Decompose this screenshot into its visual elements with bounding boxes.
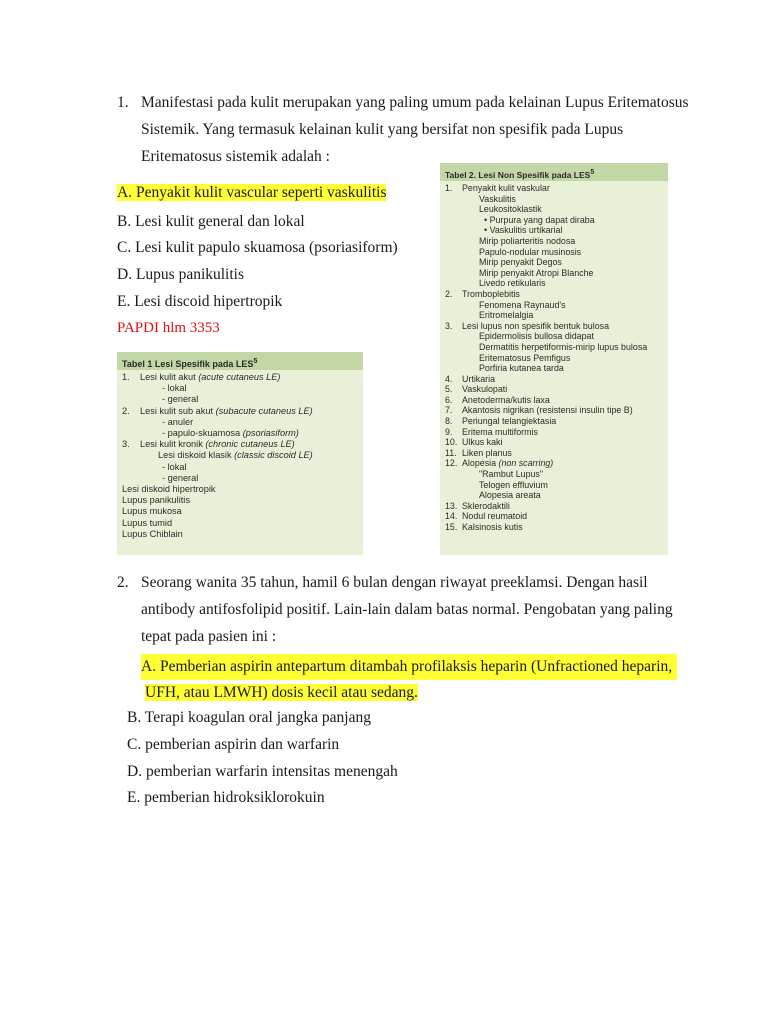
row-label: Eritematosus Pemfigus: [479, 352, 571, 363]
table-1-body: [117, 370, 363, 540]
row-label: Eritromelalgia: [479, 310, 534, 321]
row-emphasis: (acute cutaneus LE): [198, 372, 281, 382]
q1-stem-line: Manifestasi pada kulit merupakan yang paling umum pada kelainan Lupus Eritematosus: [141, 94, 689, 111]
table-row: [445, 194, 663, 205]
row-label: Kalsinosis kutis: [462, 522, 523, 532]
row-text: [140, 473, 198, 484]
row-text: [140, 406, 313, 417]
row-emphasis: (classic discoid LE): [234, 450, 313, 461]
row-number: 5.: [445, 384, 453, 395]
row-label: Lupus panikulitis: [122, 495, 190, 506]
table-row: [122, 406, 358, 417]
row-number: 3.: [445, 320, 453, 331]
row-text: [462, 448, 512, 459]
row-text: [462, 331, 594, 342]
row-label: Lesi diskoid hipertropik: [122, 484, 216, 495]
row-text: [122, 484, 215, 495]
row-label: - lokal: [162, 461, 187, 472]
q2-option-c: C. pemberian aspirin dan warfarin: [127, 736, 340, 753]
row-label: Anetoderma/kutis laxa: [462, 394, 550, 405]
table-2-title: [440, 163, 668, 181]
row-label: Lesi kulit sub akut: [140, 405, 214, 416]
row-text: [140, 450, 313, 461]
row-number: [445, 225, 462, 236]
q2-number: 2.: [117, 574, 129, 591]
table-row: [122, 439, 358, 450]
row-text: [122, 529, 183, 540]
row-number: 4.: [445, 373, 453, 384]
table-row: [445, 511, 663, 522]
table-row: [445, 268, 663, 279]
table-row: [122, 484, 358, 495]
table-row: [445, 448, 663, 459]
row-emphasis: (chronic cutaneus LE): [205, 439, 295, 450]
row-label: - papulo-skuamosa: [162, 428, 241, 439]
table-row: [445, 490, 663, 501]
row-label: Lesi kulit kronik: [140, 439, 203, 450]
table-row: [122, 450, 358, 461]
row-text: [462, 342, 647, 353]
table-row: [445, 331, 663, 342]
table-row: [445, 247, 663, 258]
table-2-non-specific-lesions: [440, 163, 668, 555]
table-row: [122, 473, 358, 484]
row-text: [462, 247, 581, 258]
row-text: [140, 383, 187, 394]
row-number: 1.: [122, 372, 130, 382]
row-label: Vaskulopati: [462, 384, 508, 395]
table-1-title-text: Tabel 1 Lesi Spesifik pada LES: [122, 359, 254, 369]
row-number: [122, 462, 140, 473]
q1-stem-line: Sistemik. Yang termasuk kelainan kulit yang bersifat non spesifik pada Lupus: [141, 121, 624, 138]
row-label: Periungal telangiektasia: [462, 416, 557, 427]
table-row: [445, 522, 663, 533]
table-row: [445, 342, 663, 353]
row-label: Lesi diskoid klasik: [158, 450, 232, 461]
row-number: [445, 469, 462, 480]
table-1-title-sup: 5: [253, 356, 258, 365]
table-row: [445, 395, 663, 406]
q1-stem-line: Eritematosus sistemik adalah :: [141, 148, 330, 165]
q1-option-e: E. Lesi discoid hipertropik: [117, 293, 283, 310]
row-label: Alopesia: [462, 458, 497, 469]
row-label: Nodul reumatoid: [462, 511, 528, 522]
row-number: 2.: [122, 405, 130, 416]
q2-option-b: B. Terapi koagulan oral jangka panjang: [127, 709, 371, 726]
row-number: 6.: [445, 394, 453, 405]
row-text: [462, 384, 507, 395]
table-row: [445, 374, 663, 385]
row-text: [140, 428, 299, 439]
table-2-title-sup: 5: [590, 168, 595, 176]
q1-option-d: D. Lupus panikulitis: [117, 266, 245, 283]
row-emphasis: (psoriasiform): [242, 428, 299, 439]
row-number: [122, 394, 140, 405]
row-label: Eritema multiformis: [462, 426, 538, 437]
row-label: Mirip penyakit Atropi Blanche: [479, 267, 594, 278]
row-label: Sklerodaktili: [462, 500, 510, 511]
table-row: [445, 215, 663, 226]
q2-option-d: D. pemberian warfarin intensitas menengah: [127, 763, 398, 780]
row-text: [462, 289, 520, 300]
table-row: [445, 480, 663, 491]
q2-answer-line-1: [141, 654, 677, 680]
row-text: [462, 490, 541, 501]
table-row: [122, 394, 358, 405]
row-number: [445, 204, 462, 215]
table-row: [445, 363, 663, 374]
row-number: 14.: [445, 511, 458, 522]
table-row: [445, 501, 663, 512]
row-text: [462, 225, 562, 236]
row-label: • Vaskulitis urtikarial: [484, 225, 563, 236]
row-label: - general: [162, 394, 199, 405]
row-label: - general: [162, 472, 199, 483]
row-number: 10.: [445, 437, 458, 448]
row-number: [122, 417, 140, 428]
row-number: [445, 363, 462, 374]
row-label: Penyakit kulit vaskular: [462, 183, 550, 193]
q2-option-e: E. pemberian hidroksiklorokuin: [127, 789, 325, 806]
row-text: [462, 416, 556, 427]
row-text: [462, 501, 510, 512]
q2-option-a: [141, 654, 677, 706]
row-text: [462, 374, 495, 385]
table-row: [445, 257, 663, 268]
row-label: Urtikaria: [462, 373, 496, 384]
table-row: [445, 225, 663, 236]
row-number: 12.: [445, 458, 458, 469]
q2-stem-line: antibody antifosfolipid positif. Lain-lain dalam batas normal. Pengobatan yang paling: [141, 601, 673, 618]
q1-stem: [141, 89, 689, 170]
row-text: [122, 518, 172, 529]
table-row: [122, 462, 358, 473]
table-2-title-text: Tabel 2. Lesi Non Spesifik pada LES: [445, 169, 591, 180]
q1-option-a: [117, 183, 386, 203]
q1-number: 1.: [117, 94, 129, 111]
row-text: [462, 257, 562, 268]
row-label: Lupus mukosa: [122, 506, 182, 517]
row-number: 8.: [445, 416, 453, 427]
row-emphasis: (subacute cutaneus LE): [215, 405, 313, 416]
table-row: [445, 469, 663, 480]
row-label: Epidermolisis bullosa didapat: [479, 331, 594, 342]
row-label: Liken planus: [462, 447, 512, 458]
table-row: [445, 204, 663, 215]
row-text: [462, 427, 538, 438]
row-label: Dermatitis herpetiformis-mirip lupus bulosa: [479, 341, 648, 352]
table-row: [122, 518, 358, 529]
row-text: [462, 437, 502, 448]
row-label: Tromboplebitis: [462, 288, 520, 299]
q2-answer-highlight: A. Pemberian aspirin antepartum ditambah profilaksis heparin (Unfractioned heparin,: [141, 654, 677, 680]
row-text: [462, 395, 550, 406]
row-text: [462, 353, 570, 364]
row-label: "Rambut Lupus": [479, 469, 544, 480]
table-row: [445, 353, 663, 364]
row-number: [445, 331, 462, 342]
row-text: [462, 363, 564, 374]
table-row: [122, 417, 358, 428]
row-number: [445, 353, 462, 364]
row-text: [122, 495, 190, 506]
row-number: 13.: [445, 500, 458, 511]
row-label: Alopesia areata: [479, 490, 541, 501]
row-emphasis: (non scarring): [498, 458, 554, 469]
row-number: [445, 490, 462, 501]
row-number: 7.: [445, 405, 453, 416]
table-row: [122, 495, 358, 506]
table-row: [445, 321, 663, 332]
table-row: [445, 310, 663, 321]
row-text: [462, 310, 533, 321]
row-number: [122, 383, 140, 394]
row-number: [445, 268, 462, 279]
row-number: [445, 194, 462, 205]
table-row: [122, 428, 358, 439]
row-text: [462, 321, 609, 332]
q1-answer-highlight: A. Penyakit kulit vascular seperti vaskulitis: [117, 184, 387, 201]
table-2-body: [440, 181, 668, 533]
row-text: [140, 372, 280, 383]
q1-option-c: C. Lesi kulit papulo skuamosa (psoriasiform): [117, 239, 398, 256]
row-number: 11.: [445, 447, 457, 458]
row-text: [140, 417, 193, 428]
row-label: Lesi kulit akut: [140, 372, 196, 382]
table-row: [445, 236, 663, 247]
row-number: [445, 257, 462, 268]
table-row: [445, 183, 663, 194]
row-text: [462, 522, 523, 533]
table-row: [122, 506, 358, 517]
table-row: [122, 372, 358, 383]
table-row: [445, 427, 663, 438]
row-number: 1.: [445, 183, 453, 193]
row-label: Mirip penyakit Degos: [479, 257, 562, 268]
row-label: Leukositoklastik: [479, 204, 542, 215]
row-text: [140, 394, 198, 405]
table-row: [445, 458, 663, 469]
row-text: [462, 215, 595, 226]
row-number: [122, 450, 140, 461]
row-text: [462, 469, 543, 480]
table-row: [122, 383, 358, 394]
q2-stem: [141, 569, 681, 650]
row-label: Lesi lupus non spesifik bentuk bulosa: [462, 320, 610, 331]
row-label: Porfiria kutanea tarda: [479, 363, 564, 374]
row-number: [122, 428, 140, 439]
q2-answer-highlight-cont: UFH, atau LMWH) dosis kecil atau sedang.: [145, 684, 418, 701]
table-1-specific-lesions: [117, 352, 363, 555]
table-row: [445, 278, 663, 289]
row-number: [122, 473, 140, 484]
row-text: [462, 480, 548, 491]
q2-stem-line: tepat pada pasien ini :: [141, 628, 277, 645]
row-text: [462, 204, 542, 215]
row-text: [462, 268, 593, 279]
row-number: 2.: [445, 288, 453, 299]
row-number: 9.: [445, 426, 453, 437]
row-text: [462, 194, 516, 205]
table-row: [445, 289, 663, 300]
row-text: [462, 236, 575, 247]
row-text: [462, 183, 550, 194]
row-label: - lokal: [162, 383, 187, 394]
table-1-title: [117, 352, 363, 370]
row-text: [122, 506, 182, 517]
table-row: [122, 529, 358, 540]
q2-stem-line: Seorang wanita 35 tahun, hamil 6 bulan dengan riwayat preeklamsi. Dengan hasil: [141, 574, 648, 591]
row-label: - anuler: [162, 416, 194, 427]
table-row: [445, 405, 663, 416]
table-row: [445, 300, 663, 311]
table-row: [445, 384, 663, 395]
row-text: [462, 511, 527, 522]
row-label: • Purpura yang dapat diraba: [484, 214, 595, 225]
table-row: [445, 416, 663, 427]
q1-option-b: B. Lesi kulit general dan lokal: [117, 213, 305, 230]
row-label: Papulo-nodular musinosis: [479, 246, 582, 257]
row-text: [462, 405, 633, 416]
row-label: Lupus tumid: [122, 517, 173, 528]
row-label: Mirip poliarteritis nodosa: [479, 235, 576, 246]
row-number: [445, 278, 462, 289]
row-label: Fenomena Raynaud's: [479, 299, 566, 310]
row-label: Livedo retikularis: [479, 278, 546, 289]
row-label: Akantosis nigrikan (resistensi insulin tipe B): [462, 405, 633, 416]
row-number: [445, 215, 462, 226]
row-label: Ulkus kaki: [462, 437, 503, 448]
row-label: Telogen effluvium: [479, 479, 548, 490]
row-text: [462, 278, 546, 289]
row-number: 3.: [122, 439, 130, 450]
row-number: [445, 236, 462, 247]
row-number: [445, 480, 462, 491]
row-text: [462, 458, 553, 469]
row-label: Vaskulitis: [479, 193, 516, 204]
row-number: [445, 247, 462, 258]
row-number: [445, 310, 462, 321]
row-text: [462, 300, 566, 311]
row-text: [140, 462, 187, 473]
row-number: 15.: [445, 522, 458, 532]
q1-reference: PAPDI hlm 3353: [117, 320, 220, 336]
row-number: [445, 300, 462, 311]
row-label: Lupus Chiblain: [122, 528, 183, 539]
table-row: [445, 437, 663, 448]
q2-answer-line-2: [141, 680, 677, 706]
row-number: [445, 342, 462, 353]
row-text: [140, 439, 295, 450]
